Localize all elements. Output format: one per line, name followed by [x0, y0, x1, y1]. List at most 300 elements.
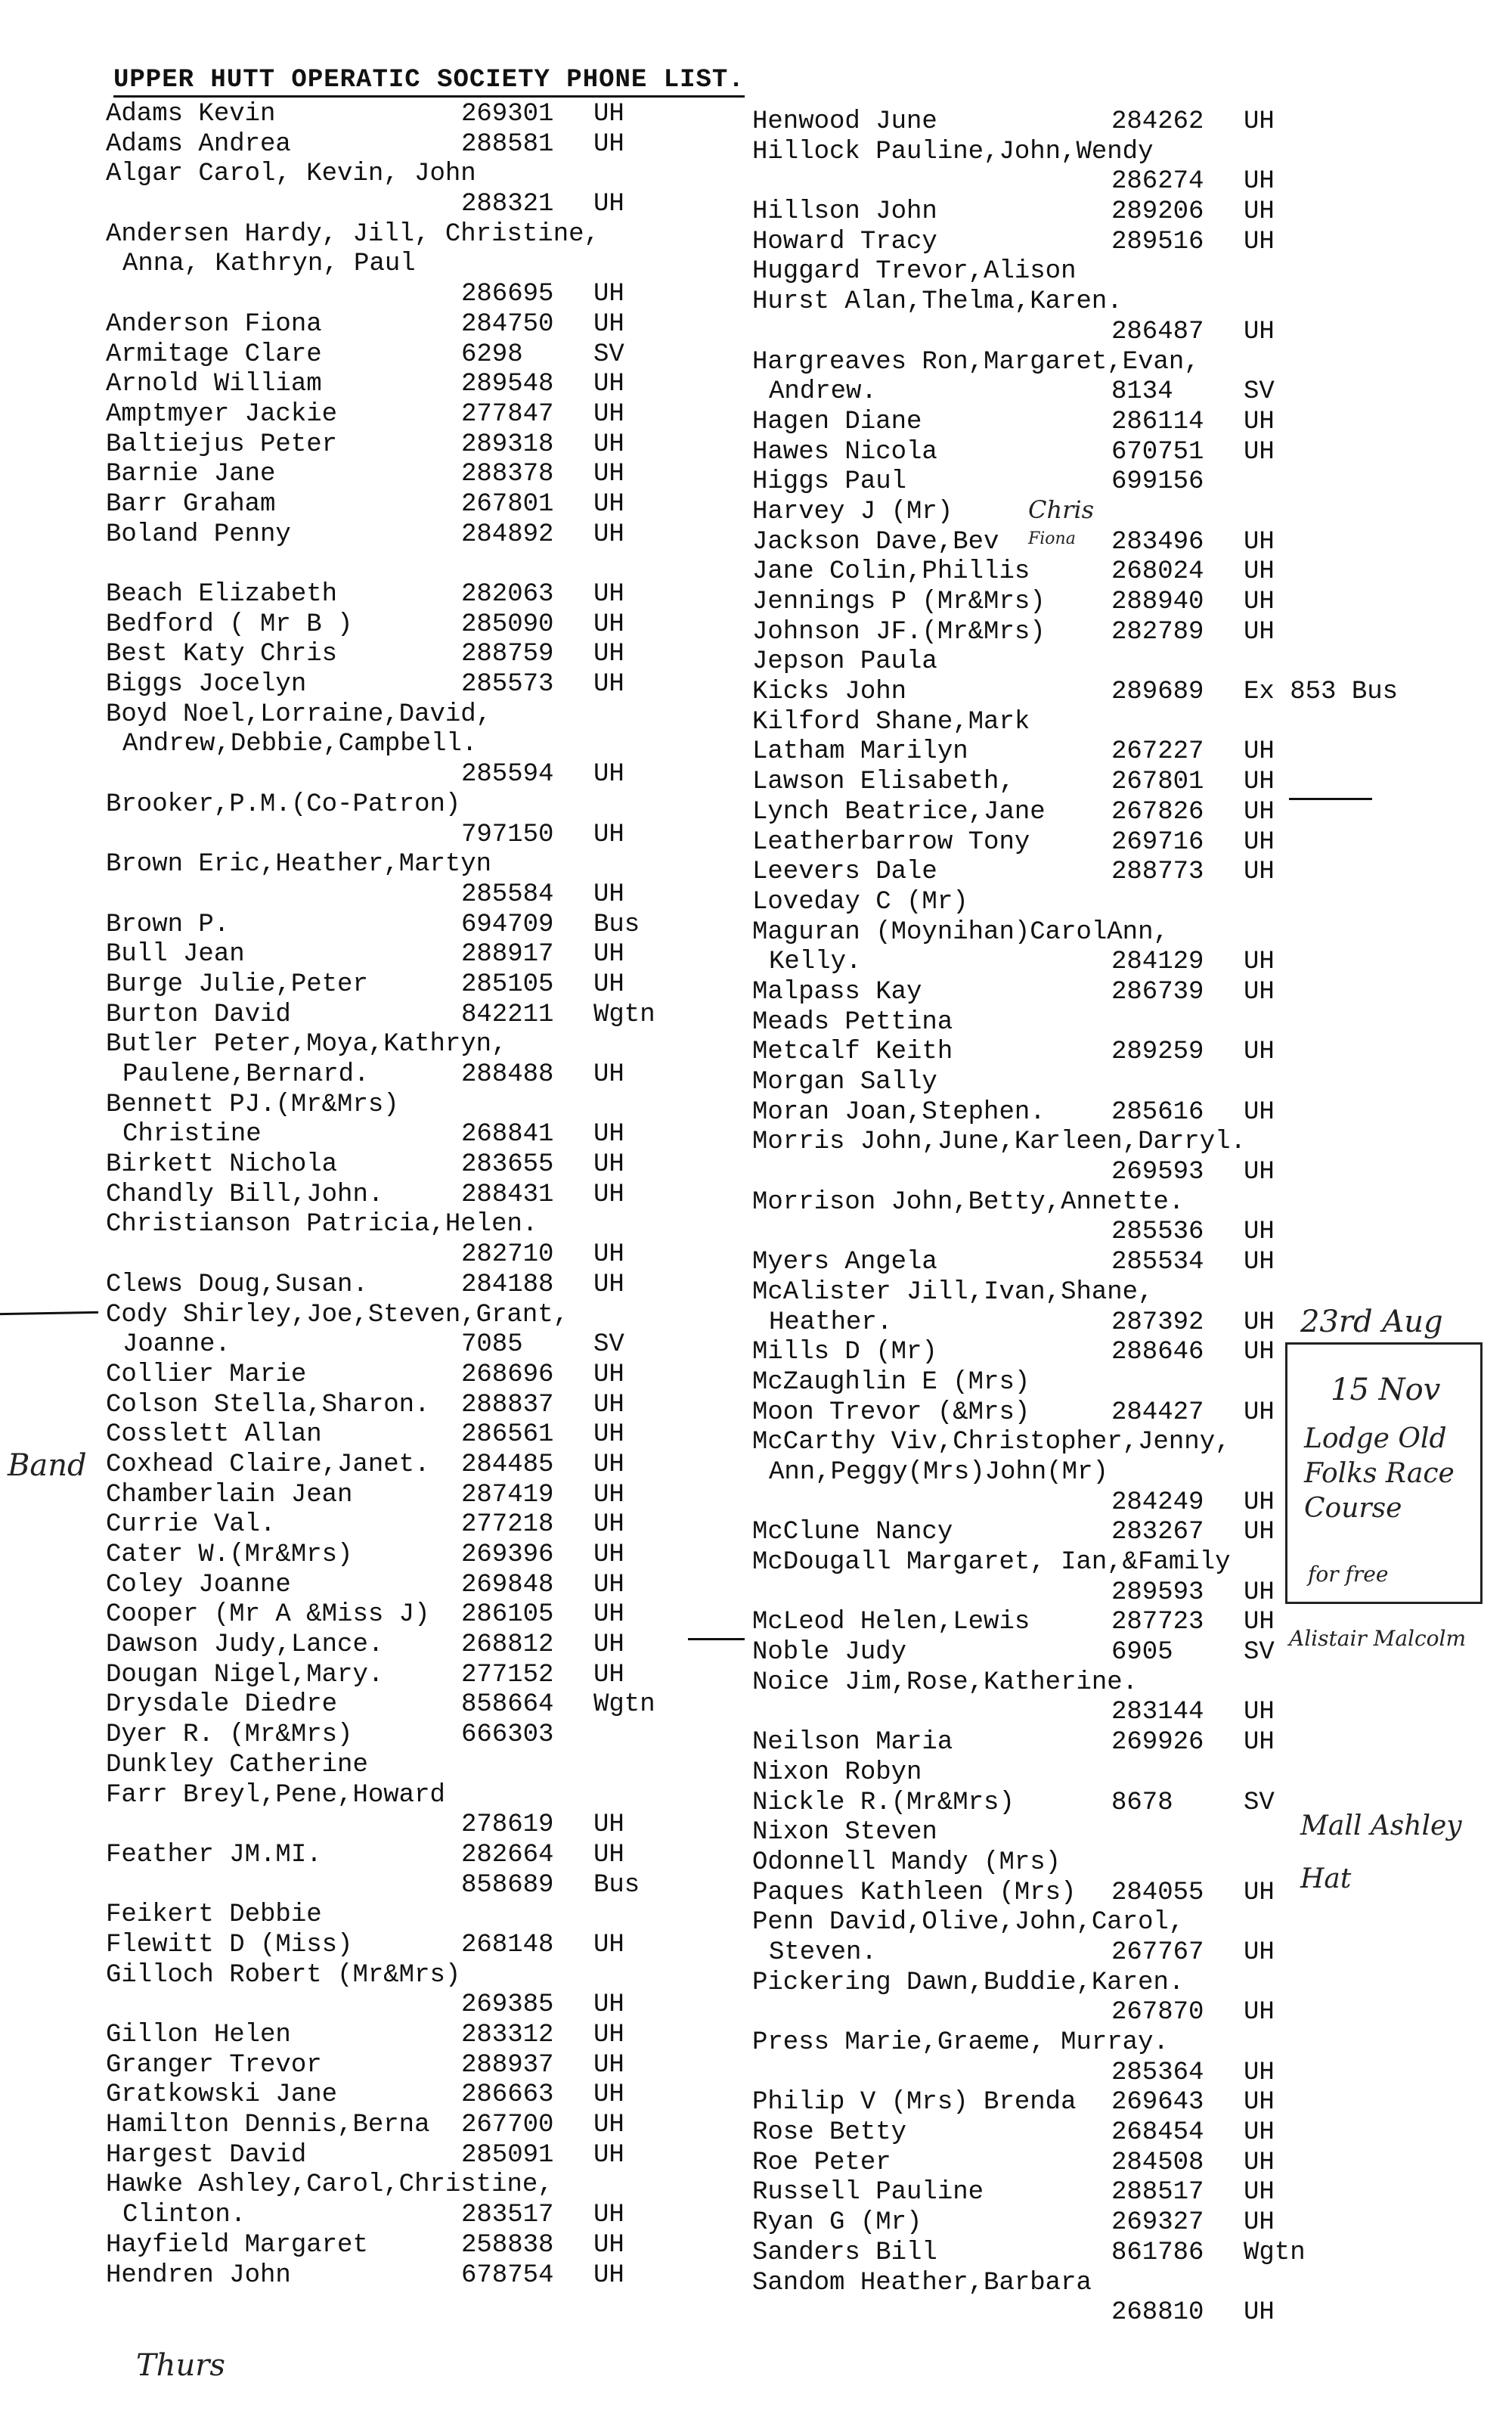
entry-exchange: UH [593, 2080, 624, 2110]
entry-name: Currie Val. [106, 1510, 276, 1540]
entry-name: Johnson JF.(Mr&Mrs) [752, 617, 1046, 647]
entry-name: Drysdale Diedre [106, 1690, 338, 1720]
entry-name: Hawke Ashley,Carol,Christine, [106, 2170, 553, 2200]
entry-exchange: UH [1244, 527, 1275, 557]
entry-exchange: SV [1244, 377, 1275, 407]
entry-name: Jackson Dave,Bev [752, 527, 999, 557]
entry-name: Dyer R. (Mr&Mrs) [106, 1720, 353, 1750]
entry-exchange: UH [1244, 948, 1275, 977]
entry-name: Myers Angela [752, 1248, 937, 1277]
entry-exchange: UH [593, 399, 624, 429]
entry-phone: 289206 [1111, 197, 1204, 227]
entry-phone: 286274 [1111, 167, 1204, 197]
entry-exchange: UH [593, 1240, 624, 1270]
entry-exchange: UH [593, 1420, 624, 1450]
entry-exchange: UH [593, 1120, 624, 1149]
entry-exchange: UH [593, 370, 624, 399]
entry-phone: 258838 [461, 2230, 554, 2260]
entry-name: Anderson Fiona [106, 309, 322, 339]
entry-phone: 269301 [461, 100, 554, 129]
entry-exchange: UH [593, 1540, 624, 1569]
entry-phone: 284055 [1111, 1878, 1204, 1907]
entry-exchange: UH [593, 2140, 624, 2170]
entry-phone: 285091 [461, 2140, 554, 2170]
entry-name: Christine [122, 1120, 262, 1149]
entry-name: Beach Elizabeth [106, 580, 338, 609]
entry-phone: 268454 [1111, 2118, 1204, 2148]
entry-name: McDougall Margaret, Ian,&Family [752, 1548, 1231, 1577]
entry-phone: 287723 [1111, 1608, 1204, 1637]
entry-phone: 283312 [461, 2021, 554, 2049]
entry-name: Philip V (Mrs) Brenda [752, 2088, 1077, 2117]
entry-phone: 797150 [461, 820, 554, 849]
entry-exchange: UH [593, 880, 624, 909]
entry-phone: 267801 [1111, 768, 1204, 797]
entry-exchange: UH [593, 430, 624, 459]
entry-name: Jepson Paula [752, 647, 937, 677]
entry-phone: 289318 [461, 430, 554, 459]
entry-exchange: UH [1244, 827, 1275, 857]
entry-exchange: UH [593, 1060, 624, 1089]
entry-name: Barnie Jane [106, 460, 276, 489]
entry-name: Morris John,June,Karleen,Darryl. [752, 1128, 1246, 1157]
entry-exchange: UH [1244, 737, 1275, 767]
entry-name: Gillon Helen [106, 2021, 291, 2049]
entry-exchange: UH [1244, 1158, 1275, 1187]
entry-phone: 288917 [461, 940, 554, 970]
entry-phone: 284485 [461, 1450, 554, 1479]
entry-name: Press Marie,Graeme, Murray. [752, 2028, 1169, 2057]
entry-exchange: UH [1244, 1878, 1275, 1907]
entry-name: Jane Colin,Phillis [752, 557, 1030, 587]
entry-name: Howard Tracy [752, 227, 937, 256]
entry-name: Cater W.(Mr&Mrs) [106, 1540, 353, 1569]
entry-phone: 8134 [1111, 377, 1173, 407]
entry-name: McZaughlin E (Mrs) [752, 1367, 1030, 1397]
entry-exchange: UH [1244, 2118, 1275, 2148]
entry-name: Boyd Noel,Lorraine,David, [106, 700, 492, 729]
entry-phone: 284892 [461, 520, 554, 549]
entry-exchange: UH [593, 1270, 624, 1299]
entry-name: Kicks John [752, 678, 907, 707]
entry-phone: 6298 [461, 340, 523, 369]
entry-name: Barr Graham [106, 489, 276, 519]
entry-exchange: UH [593, 580, 624, 609]
entry-exchange: UH [1244, 167, 1275, 197]
entry-name: McClune Nancy [752, 1518, 953, 1547]
entry-phone: 6905 [1111, 1638, 1173, 1668]
entry-name: Pickering Dawn,Buddie,Karen. [752, 1968, 1185, 1997]
entry-exchange: UH [1244, 317, 1275, 346]
entry-name: Nixon Robyn [752, 1758, 922, 1787]
entry-name: Harvey J (Mr) [752, 497, 953, 526]
entry-phone: 283517 [461, 2201, 554, 2230]
entry-phone: 288378 [461, 460, 554, 489]
entry-phone: 268841 [461, 1120, 554, 1149]
entry-phone: 285090 [461, 610, 554, 639]
entry-exchange: UH [1244, 797, 1275, 827]
entry-phone: 283267 [1111, 1518, 1204, 1547]
entry-phone: 842211 [461, 1000, 554, 1029]
entry-phone: 277218 [461, 1510, 554, 1540]
entry-phone: 288937 [461, 2050, 554, 2080]
entry-exchange: UH [1244, 1248, 1275, 1277]
entry-phone: 289548 [461, 370, 554, 399]
page-title: UPPER HUTT OPERATIC SOCIETY PHONE LIST. [113, 65, 745, 98]
entry-name: Lawson Elisabeth, [752, 768, 1015, 797]
entry-name: Coxhead Claire,Janet. [106, 1450, 430, 1479]
entry-phone: 286561 [461, 1420, 554, 1450]
entry-name: McAlister Jill,Ivan,Shane, [752, 1277, 1154, 1307]
handwritten-note-thurs: Thurs [136, 2348, 225, 2383]
entry-name: Joanne. [122, 1330, 231, 1360]
entry-name: Bennett PJ.(Mr&Mrs) [106, 1090, 399, 1119]
entry-phone: 285573 [461, 670, 554, 700]
entry-name: Latham Marilyn [752, 737, 968, 767]
entry-exchange: UH [593, 280, 624, 309]
handwritten-note-fiona: Fiona [1028, 529, 1076, 548]
entry-exchange: UH [1244, 588, 1275, 616]
entry-name: Ryan G (Mr) [752, 2208, 922, 2238]
entry-name: Roe Peter [752, 2148, 891, 2177]
entry-name: Granger Trevor [106, 2050, 322, 2080]
entry-exchange: UH [593, 970, 624, 999]
entry-name: Cody Shirley,Joe,Steven,Grant, [106, 1300, 569, 1329]
entry-phone: 269926 [1111, 1728, 1204, 1758]
entry-name: Flewitt D (Miss) [106, 1930, 353, 1959]
entry-name: Penn David,Olive,John,Carol, [752, 1908, 1185, 1937]
entry-name: Hendren John [106, 2260, 291, 2290]
entry-phone: 267801 [461, 489, 554, 519]
entry-exchange: UH [1244, 2178, 1275, 2207]
entry-exchange: UH [1244, 1308, 1275, 1337]
entry-phone: 286114 [1111, 407, 1204, 436]
entry-exchange: UH [1244, 1518, 1275, 1547]
entry-phone: 288759 [461, 640, 554, 669]
entry-exchange: UH [593, 1570, 624, 1599]
entry-name: McLeod Helen,Lewis [752, 1608, 1030, 1637]
entry-phone: 268148 [461, 1930, 554, 1959]
entry-name: Amptmyer Jackie [106, 399, 338, 429]
entry-exchange: UH [1244, 1338, 1275, 1367]
entry-exchange: Bus [593, 910, 640, 939]
entry-phone: 267700 [461, 2111, 554, 2140]
entry-exchange: UH [1244, 227, 1275, 256]
entry-name: Chamberlain Jean [106, 1480, 353, 1509]
entry-name: Heather. [769, 1308, 893, 1337]
entry-exchange: UH [1244, 1488, 1275, 1517]
entry-exchange: UH [1244, 977, 1275, 1007]
entry-name: Lynch Beatrice,Jane [752, 797, 1046, 827]
entry-name: Clews Doug,Susan. [106, 1270, 368, 1299]
entry-phone: 289259 [1111, 1038, 1204, 1067]
entry-phone: 269593 [1111, 1158, 1204, 1187]
entry-phone: 284262 [1111, 107, 1204, 136]
entry-exchange: UH [1244, 2148, 1275, 2177]
entry-exchange: Wgtn [1244, 2238, 1306, 2267]
entry-exchange: UH [593, 1510, 624, 1540]
entry-exchange: UH [593, 1630, 624, 1660]
entry-name: Kilford Shane,Mark [752, 707, 1030, 737]
handwritten-note-alistair: Alistair Malcolm [1289, 1626, 1467, 1651]
entry-name: Dawson Judy,Lance. [106, 1630, 384, 1660]
entry-exchange: UH [593, 2201, 624, 2230]
entry-name: Odonnell Mandy (Mrs) [752, 1847, 1061, 1877]
entry-phone: 277152 [461, 1660, 554, 1689]
entry-name: Malpass Kay [752, 977, 922, 1007]
entry-name: Adams Andrea [106, 129, 291, 159]
entry-exchange: UH [1244, 858, 1275, 887]
entry-phone: 269385 [461, 1990, 554, 2020]
entry-name: Noice Jim,Rose,Katherine. [752, 1668, 1139, 1697]
entry-exchange: UH [593, 2230, 624, 2260]
entry-exchange: UH [593, 1840, 624, 1869]
entry-phone: 283144 [1111, 1698, 1204, 1727]
entry-name: Morgan Sally [752, 1068, 937, 1097]
entry-phone: 287419 [461, 1480, 554, 1509]
entry-name: Sandom Heather,Barbara [752, 2268, 1092, 2297]
entry-exchange: UH [1244, 2058, 1275, 2087]
entry-phone: 288646 [1111, 1338, 1204, 1367]
entry-name: Moon Trevor (&Mrs) [752, 1398, 1030, 1427]
entry-phone: 278619 [461, 1810, 554, 1840]
entry-phone: 288940 [1111, 588, 1204, 616]
entry-phone: 288321 [461, 190, 554, 219]
entry-name: Jennings P (Mr&Mrs) [752, 588, 1046, 616]
entry-name: Hillock Pauline,John,Wendy [752, 137, 1154, 166]
handwritten-note-mall: Mall Ashley Hat [1300, 1810, 1462, 1894]
entry-name: Hargreaves Ron,Margaret,Evan, [752, 347, 1200, 377]
strike-line [688, 1638, 745, 1640]
entry-name: Cosslett Allan [106, 1420, 322, 1450]
entry-exchange: UH [593, 940, 624, 970]
handwritten-note-chris: Chris [1028, 495, 1095, 524]
entry-name: Hurst Alan,Thelma,Karen. [752, 287, 1123, 317]
entry-name: Brown P. [106, 910, 230, 939]
entry-exchange: UH [1244, 1937, 1275, 1967]
entry-name: Bull Jean [106, 940, 245, 970]
entry-name: Leevers Dale [752, 858, 937, 887]
entry-exchange: Bus [593, 1870, 640, 1900]
entry-exchange: UH [593, 1150, 624, 1180]
entry-exchange: UH [1244, 197, 1275, 227]
entry-name: Christianson Patricia,Helen. [106, 1210, 538, 1239]
entry-name: Adams Kevin [106, 100, 276, 129]
entry-exchange: UH [593, 1930, 624, 1959]
entry-phone: 285584 [461, 880, 554, 909]
entry-phone: 288517 [1111, 2178, 1204, 2207]
entry-exchange: UH [593, 640, 624, 669]
entry-name: Noble Judy [752, 1638, 907, 1668]
entry-phone: 268810 [1111, 2298, 1204, 2328]
entry-name: Dunkley Catherine [106, 1750, 368, 1779]
entry-exchange: UH [593, 760, 624, 790]
entry-name: Clinton. [122, 2201, 246, 2230]
entry-exchange: Wgtn [593, 1000, 655, 1029]
entry-phone: 285534 [1111, 1248, 1204, 1277]
entry-phone: 286739 [1111, 977, 1204, 1007]
entry-name: Algar Carol, Kevin, John [106, 160, 476, 189]
entry-name: Morrison John,Betty,Annette. [752, 1187, 1185, 1217]
entry-name: Farr Breyl,Pene,Howard [106, 1780, 445, 1810]
entry-name: Hillson John [752, 197, 937, 227]
entry-name: Feather JM.MI. [106, 1840, 322, 1869]
entry-name: Baltiejus Peter [106, 430, 338, 459]
handwritten-note-band: Band [8, 1448, 87, 1483]
entry-phone: 289593 [1111, 1578, 1204, 1607]
entry-name: Ann,Peggy(Mrs)John(Mr) [769, 1457, 1108, 1487]
entry-phone: 268696 [461, 1360, 554, 1389]
entry-exchange: UH [593, 2260, 624, 2290]
entry-name: Feikert Debbie [106, 1900, 322, 1930]
entry-exchange: UH [593, 610, 624, 639]
entry-phone: 282664 [461, 1840, 554, 1869]
entry-phone: 7085 [461, 1330, 523, 1360]
entry-name: Burge Julie,Peter [106, 970, 368, 999]
entry-exchange: UH [593, 1990, 624, 2020]
entry-phone: 287392 [1111, 1308, 1204, 1337]
entry-name: Hamilton Dennis,Berna [106, 2111, 430, 2140]
entry-phone: 285594 [461, 760, 554, 790]
entry-name: Dougan Nigel,Mary. [106, 1660, 384, 1689]
entry-name: Neilson Maria [752, 1728, 953, 1758]
entry-name: Andrew,Debbie,Campbell. [122, 730, 478, 759]
entry-name: Maguran (Moynihan)CarolAnn, [752, 917, 1169, 947]
entry-name: Sanders Bill [752, 2238, 937, 2267]
entry-phone: 285536 [1111, 1218, 1204, 1247]
entry-exchange: UH [1244, 1608, 1275, 1637]
entry-name: Nixon Steven [752, 1818, 937, 1847]
entry-name: Andersen Hardy, Jill, Christine, [106, 219, 600, 249]
entry-name: Henwood June [752, 107, 937, 136]
entry-phone: 284427 [1111, 1398, 1204, 1427]
entry-exchange: SV [593, 1330, 624, 1360]
entry-exchange: UH [593, 1450, 624, 1479]
entry-exchange: UH [593, 1810, 624, 1840]
entry-phone: 694709 [461, 910, 554, 939]
strike-line [0, 1311, 98, 1315]
entry-phone: 861786 [1111, 2238, 1204, 2267]
entry-name: Boland Penny [106, 520, 291, 549]
entry-name: Arnold William [106, 370, 322, 399]
entry-exchange: UH [593, 1660, 624, 1689]
entry-exchange: UH [1244, 107, 1275, 136]
entry-exchange: UH [593, 670, 624, 700]
entry-exchange: UH [593, 100, 624, 129]
entry-phone: 289516 [1111, 227, 1204, 256]
entry-phone: 267826 [1111, 797, 1204, 827]
entry-name: Higgs Paul [752, 467, 907, 497]
entry-name: Paques Kathleen (Mrs) [752, 1878, 1077, 1907]
entry-name: Burton David [106, 1000, 291, 1029]
entry-phone: 282063 [461, 580, 554, 609]
entry-name: Rose Betty [752, 2118, 907, 2148]
entry-exchange: UH [593, 129, 624, 159]
entry-exchange: UH [1244, 1218, 1275, 1247]
entry-phone: 858689 [461, 1870, 554, 1900]
entry-phone: 285364 [1111, 2058, 1204, 2087]
entry-name: Brooker,P.M.(Co-Patron) [106, 790, 461, 819]
entry-exchange: SV [593, 340, 624, 369]
entry-exchange: SV [1244, 1638, 1275, 1668]
entry-exchange: UH [1244, 2208, 1275, 2238]
entry-phone: 284508 [1111, 2148, 1204, 2177]
strike-line [1289, 798, 1372, 800]
entry-phone: 678754 [461, 2260, 554, 2290]
entry-name: Bedford ( Mr B ) [106, 610, 353, 639]
entry-exchange: UH [593, 1600, 624, 1630]
entry-phone: 286105 [461, 1600, 554, 1630]
entry-phone: 288488 [461, 1060, 554, 1089]
entry-phone: 269848 [461, 1570, 554, 1599]
entry-phone: 269716 [1111, 827, 1204, 857]
entry-name: Hagen Diane [752, 407, 922, 436]
entry-name: Collier Marie [106, 1360, 307, 1389]
entry-name: McCarthy Viv,Christopher,Jenny, [752, 1428, 1231, 1457]
entry-phone: 8678 [1111, 1788, 1173, 1817]
handwritten-note-date-nov: 15 Nov [1331, 1373, 1441, 1407]
entry-name: Nickle R.(Mr&Mrs) [752, 1788, 1015, 1817]
entry-name: Coley Joanne [106, 1570, 291, 1599]
handwritten-note-date-aug: 23rd Aug [1300, 1305, 1443, 1339]
entry-exchange: UH [1244, 437, 1275, 467]
entry-exchange: UH [1244, 1698, 1275, 1727]
entry-name: Hargest David [106, 2140, 307, 2170]
entry-name: Paulene,Bernard. [122, 1060, 370, 1089]
entry-phone: 286663 [461, 2080, 554, 2110]
entry-name: Andrew. [769, 377, 877, 407]
entry-exchange: UH [1244, 768, 1275, 797]
entry-name: Russell Pauline [752, 2178, 984, 2207]
entry-exchange: UH [1244, 407, 1275, 436]
entry-name: Hawes Nicola [752, 437, 937, 467]
entry-name: Armitage Clare [106, 340, 322, 369]
entry-name: Birkett Nichola [106, 1150, 338, 1180]
entry-exchange: UH [593, 309, 624, 339]
entry-exchange: UH [1244, 1038, 1275, 1067]
entry-phone: 858664 [461, 1690, 554, 1720]
entry-exchange: UH [1244, 1398, 1275, 1427]
entry-exchange: UH [1244, 2298, 1275, 2328]
entry-exchange: UH [1244, 2088, 1275, 2117]
entry-exchange: UH [1244, 617, 1275, 647]
entry-name: Hayfield Margaret [106, 2230, 368, 2260]
entry-phone: 277847 [461, 399, 554, 429]
entry-exchange: UH [593, 2050, 624, 2080]
entry-phone: 286695 [461, 280, 554, 309]
entry-phone: 283655 [461, 1150, 554, 1180]
entry-exchange: UH [593, 190, 624, 219]
entry-phone: 699156 [1111, 467, 1204, 497]
entry-phone: 284750 [461, 309, 554, 339]
entry-phone: 288581 [461, 129, 554, 159]
entry-exchange: UH [593, 520, 624, 549]
entry-name: Gratkowski Jane [106, 2080, 338, 2110]
entry-phone: 285616 [1111, 1097, 1204, 1127]
entry-phone: 267227 [1111, 737, 1204, 767]
entry-name: Biggs Jocelyn [106, 670, 307, 700]
entry-exchange: UH [593, 1480, 624, 1509]
entry-name: Moran Joan,Stephen. [752, 1097, 1046, 1127]
entry-phone: 288773 [1111, 858, 1204, 887]
entry-exchange: UH [1244, 1097, 1275, 1127]
entry-exchange: UH [593, 460, 624, 489]
entry-phone: 282789 [1111, 617, 1204, 647]
entry-phone: 666303 [461, 1720, 554, 1750]
entry-phone: 288431 [461, 1180, 554, 1209]
entry-exchange: UH [593, 1360, 624, 1389]
entry-phone: 284249 [1111, 1488, 1204, 1517]
